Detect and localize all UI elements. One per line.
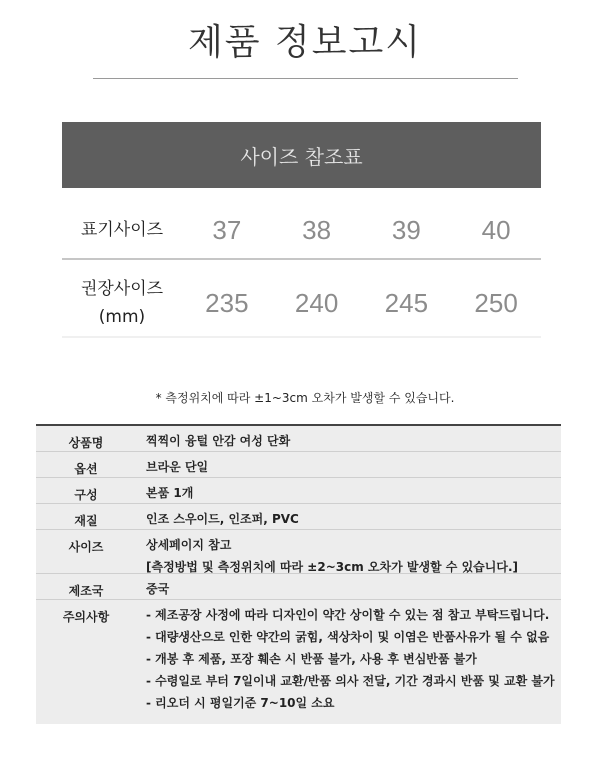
info-row-material (36, 504, 561, 530)
size-value: 235 (205, 287, 249, 318)
size-chart-bottom-rule (62, 336, 541, 338)
info-value-line: [측정방법 및 측정위치에 따라 ±2~3cm 오차가 발생할 수 있습니다.] (146, 560, 518, 574)
size-value: 40 (481, 214, 511, 245)
info-value (136, 600, 561, 724)
info-value-line: 상세페이지 참고 (146, 538, 232, 552)
info-value (136, 452, 561, 477)
size-chart-row-recommended-size (62, 272, 541, 334)
info-key: 구성 (74, 488, 98, 502)
size-value: 38 (302, 214, 332, 245)
info-row-option (36, 452, 561, 478)
info-value-line: - 제조공장 사정에 따라 디자인이 약간 상이할 수 있는 점 참고 부탁드립니다. (146, 608, 550, 622)
size-value: 37 (212, 214, 242, 245)
info-value (136, 426, 561, 451)
info-value-line: 찍찍이 융털 안감 여성 단화 (146, 434, 291, 448)
info-row-caution (36, 600, 561, 724)
info-key: 옵션 (74, 462, 98, 476)
info-value (136, 504, 561, 529)
size-value: 245 (384, 287, 429, 318)
size-value: 250 (474, 287, 518, 318)
size-value: 39 (391, 214, 421, 245)
info-value-line: 중국 (146, 582, 170, 596)
info-key: 사이즈 (68, 540, 104, 554)
info-row-size (36, 530, 561, 574)
info-row-product-name (36, 426, 561, 452)
info-value (136, 574, 561, 599)
info-value-line: 브라운 단일 (146, 460, 209, 474)
info-value-line: - 대량생산으로 인한 약간의 굵힘, 색상차이 및 이염은 반품사유가 될 수 없음 (146, 630, 550, 644)
info-key: 상품명 (68, 436, 104, 450)
info-value (136, 530, 561, 573)
info-key: 주의사항 (62, 610, 110, 624)
size-value: 240 (294, 287, 339, 318)
measurement-note: * 측정위치에 따라 ±1~3cm 오차가 발생할 수 있습니다. (155, 391, 455, 405)
size-chart-header: 사이즈 참조표 (62, 122, 541, 188)
info-row-composition (36, 478, 561, 504)
info-key: 재질 (74, 514, 98, 528)
info-key: 제조국 (68, 584, 104, 598)
page-title: 제품 정보고시 (187, 22, 423, 63)
info-value-line: 본품 1개 (146, 486, 194, 500)
info-row-country (36, 574, 561, 600)
product-info-table (36, 424, 561, 724)
info-value-line: - 개봉 후 제품, 포장 훼손 시 반품 불가, 사용 후 변심반품 불가 (146, 652, 477, 666)
info-value-line: 인조 스우이드, 인조퍼, PVC (146, 512, 299, 526)
size-chart-row-label-size (62, 202, 541, 258)
title-divider (93, 78, 518, 79)
size-chart-divider (62, 258, 541, 260)
size-row-label (62, 275, 182, 331)
size-row-label-line1: 권장사이즈 (80, 279, 164, 299)
size-row-label-line2: (mm) (98, 307, 146, 327)
info-value-line: - 수령일로 부터 7일이내 교환/반품 의사 전달, 기간 경과시 반품 및 교환 불가 (146, 674, 555, 688)
size-row-label: 표기사이즈 (80, 220, 164, 240)
info-value (136, 478, 561, 503)
info-value-line: - 리오더 시 평일기준 7~10일 소요 (146, 696, 335, 710)
